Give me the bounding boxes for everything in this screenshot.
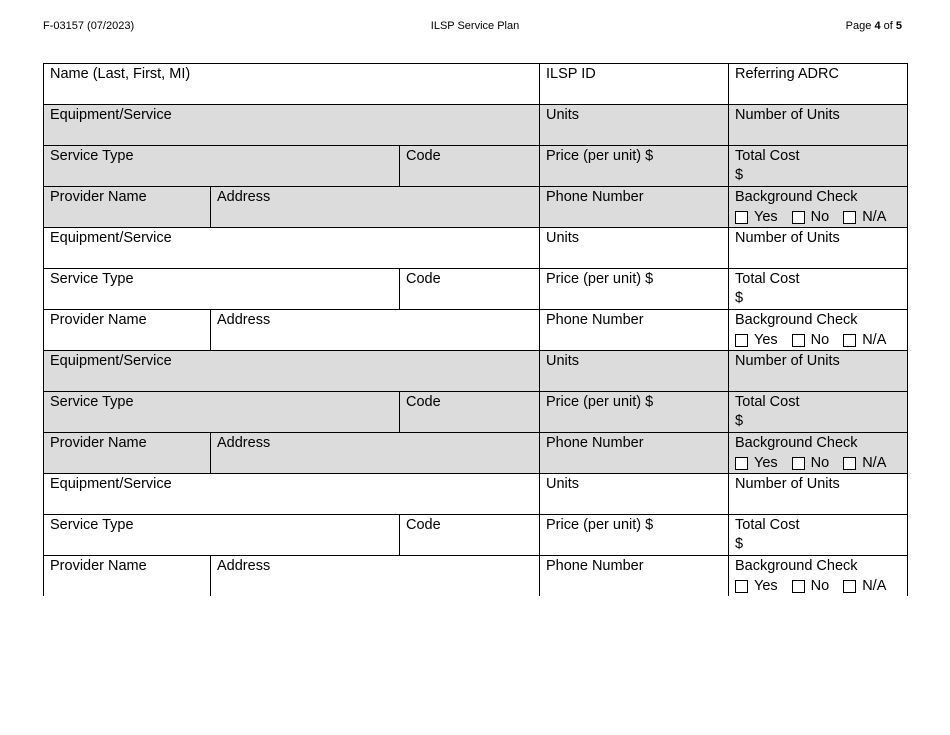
units-label: Units [546,230,580,246]
service-type-field[interactable] [44,515,400,555]
address-field[interactable] [211,556,540,596]
no-checkbox[interactable] [792,580,805,593]
no-checkbox[interactable] [792,457,805,470]
price-field[interactable] [540,146,729,186]
units-field[interactable] [540,351,729,391]
service-type-row [43,391,908,432]
price-label: Price (per unit) $ [546,271,654,287]
yes-label: Yes [754,332,778,348]
background-yes-option[interactable] [735,577,778,596]
number-of-units-label: Number of Units [735,353,840,369]
provider-row [43,555,908,596]
price-label: Price (per unit) $ [546,394,654,410]
ilsp-id-field[interactable] [540,64,729,104]
phone-number-field[interactable] [540,187,729,227]
price-field[interactable] [540,392,729,432]
background-check-label: Background Check [735,435,858,451]
page-current: 4 [874,20,881,32]
referring-adrc-field[interactable] [729,64,907,104]
address-field[interactable] [211,310,540,350]
equipment-row [43,473,908,514]
no-checkbox[interactable] [792,211,805,224]
provider-row [43,432,908,473]
total-cost-label: Total Cost [735,517,800,533]
equipment-service-field[interactable] [44,474,540,514]
address-label: Address [217,435,271,451]
equipment-service-field[interactable] [44,351,540,391]
code-field[interactable] [400,515,540,555]
code-label: Code [406,394,441,410]
background-check-options [735,454,907,473]
number-of-units-field[interactable] [729,351,907,391]
no-label: No [810,455,830,471]
no-label: No [810,332,830,348]
total-cost-dollar: $ [735,536,744,552]
number-of-units-field[interactable] [729,474,907,514]
background-check-options [735,577,907,596]
code-label: Code [406,148,441,164]
number-of-units-label: Number of Units [735,230,840,246]
phone-number-label: Phone Number [546,558,644,574]
units-label: Units [546,476,580,492]
equipment-service-label: Equipment/Service [50,353,172,369]
service-type-row [43,514,908,555]
na-checkbox[interactable] [843,211,856,224]
na-checkbox[interactable] [843,580,856,593]
background-check-label: Background Check [735,558,858,574]
service-plan-table [43,63,908,596]
service-type-label: Service Type [50,394,134,410]
total-cost-label: Total Cost [735,394,800,410]
price-field[interactable] [540,269,729,309]
code-field[interactable] [400,269,540,309]
equipment-service-label: Equipment/Service [50,476,172,492]
total-cost-dollar: $ [735,290,744,306]
service-type-row [43,268,908,309]
phone-number-label: Phone Number [546,435,644,451]
na-label: N/A [862,332,887,348]
yes-label: Yes [754,455,778,471]
background-na-option[interactable] [843,454,886,473]
background-no-option[interactable] [792,331,830,350]
total-cost-dollar: $ [735,167,744,183]
total-cost-field[interactable] [729,146,907,186]
provider-name-label: Provider Name [50,189,147,205]
service-type-field[interactable] [44,392,400,432]
background-check-options [735,208,907,227]
provider-name-field[interactable] [44,433,211,473]
price-label: Price (per unit) $ [546,148,654,164]
code-label: Code [406,517,441,533]
background-check-field [729,556,907,596]
service-type-field[interactable] [44,146,400,186]
background-yes-option[interactable] [735,208,778,227]
name-field[interactable] [44,64,540,104]
number-of-units-field[interactable] [729,228,907,268]
number-of-units-field[interactable] [729,105,907,145]
background-check-field [729,310,907,350]
total-cost-field[interactable] [729,269,907,309]
no-label: No [810,578,830,594]
background-check-field [729,433,907,473]
background-na-option[interactable] [843,577,886,596]
background-check-label: Background Check [735,312,858,328]
phone-number-label: Phone Number [546,189,644,205]
background-no-option[interactable] [792,454,830,473]
address-label: Address [217,312,271,328]
address-field[interactable] [211,433,540,473]
na-checkbox[interactable] [843,334,856,347]
service-type-label: Service Type [50,148,134,164]
identity-row [43,63,908,104]
yes-checkbox[interactable] [735,580,748,593]
provider-name-field[interactable] [44,310,211,350]
ilsp-id-label: ILSP ID [546,66,596,82]
background-yes-option[interactable] [735,331,778,350]
units-label: Units [546,107,580,123]
background-na-option[interactable] [843,331,886,350]
background-yes-option[interactable] [735,454,778,473]
provider-name-label: Provider Name [50,312,147,328]
equipment-row [43,227,908,268]
provider-row [43,309,908,350]
form-title: ILSP Service Plan [430,20,520,32]
yes-checkbox[interactable] [735,211,748,224]
background-no-option[interactable] [792,577,830,596]
background-no-option[interactable] [792,208,830,227]
code-field[interactable] [400,392,540,432]
address-label: Address [217,558,271,574]
units-label: Units [546,353,580,369]
equipment-row [43,104,908,145]
provider-name-field[interactable] [44,556,211,596]
provider-name-label: Provider Name [50,558,147,574]
yes-label: Yes [754,578,778,594]
address-label: Address [217,189,271,205]
total-cost-dollar: $ [735,413,744,429]
form-id: F-03157 (07/2023) [43,20,135,32]
yes-label: Yes [754,209,778,225]
code-label: Code [406,271,441,287]
total-cost-label: Total Cost [735,271,800,287]
background-check-options [735,331,907,350]
provider-row [43,186,908,227]
address-field[interactable] [211,187,540,227]
service-type-row [43,145,908,186]
page-prefix: Page [845,20,872,32]
equipment-row [43,350,908,391]
service-type-field[interactable] [44,269,400,309]
phone-number-field[interactable] [540,433,729,473]
background-check-field [729,187,907,227]
code-field[interactable] [400,146,540,186]
phone-number-field[interactable] [540,556,729,596]
background-na-option[interactable] [843,208,886,227]
page-total: 5 [895,20,902,32]
equipment-service-field[interactable] [44,105,540,145]
equipment-service-label: Equipment/Service [50,107,172,123]
provider-name-field[interactable] [44,187,211,227]
na-label: N/A [862,455,887,471]
yes-checkbox[interactable] [735,457,748,470]
phone-number-field[interactable] [540,310,729,350]
service-type-label: Service Type [50,271,134,287]
units-field[interactable] [540,105,729,145]
phone-number-label: Phone Number [546,312,644,328]
na-checkbox[interactable] [843,457,856,470]
units-field[interactable] [540,228,729,268]
background-check-label: Background Check [735,189,858,205]
price-label: Price (per unit) $ [546,517,654,533]
page-indicator [846,20,902,32]
na-label: N/A [862,578,887,594]
total-cost-label: Total Cost [735,148,800,164]
yes-checkbox[interactable] [735,334,748,347]
no-label: No [810,209,830,225]
no-checkbox[interactable] [792,334,805,347]
equipment-service-field[interactable] [44,228,540,268]
units-field[interactable] [540,474,729,514]
page-of: of [883,20,893,32]
number-of-units-label: Number of Units [735,476,840,492]
total-cost-field[interactable] [729,392,907,432]
provider-name-label: Provider Name [50,435,147,451]
service-type-label: Service Type [50,517,134,533]
number-of-units-label: Number of Units [735,107,840,123]
na-label: N/A [862,209,887,225]
name-label: Name (Last, First, MI) [50,66,191,82]
referring-adrc-label: Referring ADRC [735,66,839,82]
equipment-service-label: Equipment/Service [50,230,172,246]
total-cost-field[interactable] [729,515,907,555]
price-field[interactable] [540,515,729,555]
